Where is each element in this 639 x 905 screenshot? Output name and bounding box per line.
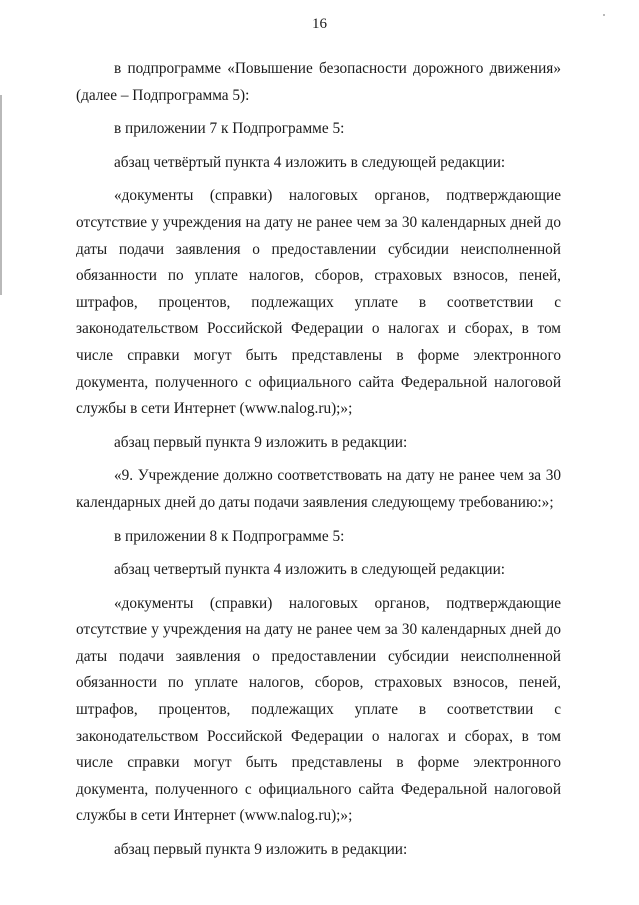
paragraph-clause-9-heading: абзац первый пункта 9 изложить в редакции: [114,433,408,451]
paragraph-appendix-7: в приложении 7 к Подпрограмме 5: [114,120,345,138]
document-body [76,56,561,864]
paragraph-clause-4-heading-2: абзац четвертый пункта 4 изложить в следующей редакции: [114,561,506,579]
paragraph-clause-4-heading: абзац четвёртый пункта 4 изложить в следующей редакции: [114,153,506,171]
paragraph-clause-9-text: «9. Учреждение должно соответствовать на дату не ранее чем за 30 календарных дней до даты подачи заявления следующему требованию:»; [76,467,561,511]
paragraph-appendix-8: в приложении 8 к Подпрограмме 5: [114,527,345,545]
paragraph-tax-documents: «документы (справки) налоговых органов, подтверждающие отсутствие у учреждения на дату не ранее чем за 30 календарных дней до даты подачи заявления о предоставлении субсидии неисполненной обязанности по уплате налогов, сборов, страховых взносов, пеней, штрафов, процентов, подлежащих уплате в соответствии с законодательством Российской Федерации о налогах и сборах, в том числе справки могут быть представлены в форме электронного документа, полученного с официального сайта Федеральной налоговой службы в сети Интернет (www.nalog.ru);»; [76,187,561,418]
scan-edge-mark [0,95,2,295]
paragraph-tax-documents-2: «документы (справки) налоговых органов, подтверждающие отсутствие у учреждения на дату не ранее чем за 30 календарных дней до даты подачи заявления о предоставлении субсидии неисполненной обязанности по уплате налогов, сборов, страховых взносов, пеней, штрафов, процентов, подлежащих уплате в соответствии с законодательством Российской Федерации о налогах и сборах, в том числе справки могут быть представлены в форме электронного документа, полученного с официального сайта Федеральной налоговой службы в сети Интернет (www.nalog.ru);»; [76,594,561,825]
page-number: 16 [312,16,327,32]
paragraph-subprogram-intro: в подпрограмме «Повышение безопасности дорожного движения» (далее – Подпрограмма 5): [76,60,561,104]
paragraph-clause-9-heading-2: абзац первый пункта 9 изложить в редакции: [114,841,408,859]
